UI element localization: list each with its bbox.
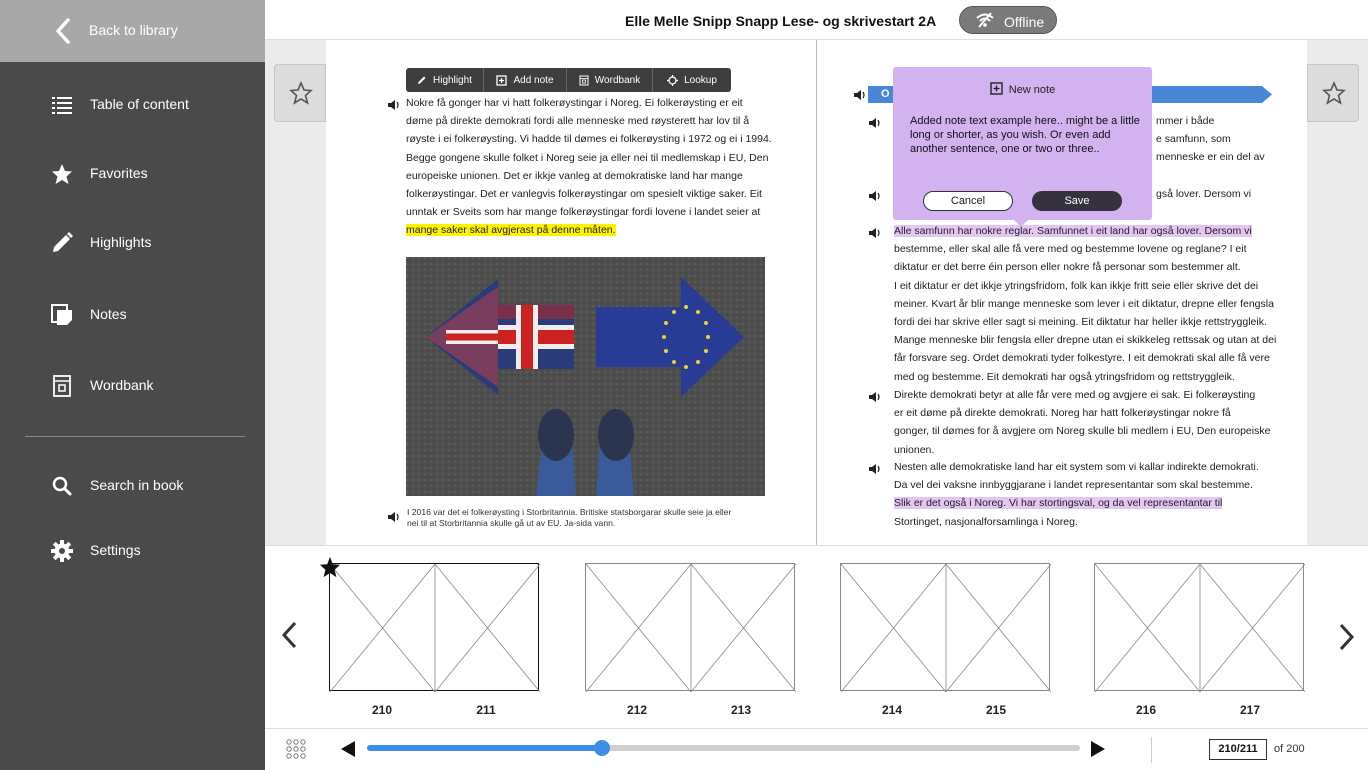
pencil-icon bbox=[417, 75, 427, 85]
text-line: Da vel dei vaksne innbyggjarane i landet representantar som skal bestemme. bbox=[894, 479, 1253, 492]
search-icon bbox=[50, 474, 74, 498]
text-line: I eit diktatur er det ikkje ytringsfridom, folk kan ikkje fritt seie eller skrive det dei bbox=[894, 279, 1259, 292]
book-title: Elle Melle Snipp Snapp Lese- og skrivestart 2A bbox=[625, 13, 937, 29]
back-to-library-button[interactable] bbox=[0, 0, 265, 62]
caption-line: I 2016 var det ei folkerøysting i Storbritannia. Britiske statsborgarar skulle seie ja eller bbox=[407, 507, 732, 517]
favorite-left-page-button[interactable] bbox=[274, 64, 326, 122]
speaker-icon[interactable] bbox=[868, 391, 882, 403]
chevron-right-icon[interactable] bbox=[1336, 622, 1356, 652]
caption-line: nei til at Storbritannia skulle gå ut av EU. Ja-sida vann. bbox=[407, 518, 616, 528]
photo-caption bbox=[407, 507, 767, 529]
star-outline-icon bbox=[289, 81, 313, 105]
page-total bbox=[1274, 743, 1305, 755]
sidebar-divider bbox=[25, 436, 245, 437]
sidebar-item-label: Favorites bbox=[90, 165, 148, 181]
speaker-icon[interactable] bbox=[853, 89, 867, 101]
add-note-button[interactable] bbox=[484, 68, 567, 92]
total-pages: 200 bbox=[1286, 743, 1305, 755]
sidebar-item-search[interactable] bbox=[0, 466, 265, 506]
gear-icon bbox=[50, 539, 74, 563]
back-label: Back to library bbox=[89, 22, 178, 38]
text-line: e samfunn, som bbox=[1156, 133, 1231, 146]
list-icon bbox=[50, 93, 74, 117]
text-line: diktatur er det berre éin person eller nokre få personar som bestemmer alt. bbox=[894, 261, 1241, 274]
left-paragraph bbox=[406, 94, 806, 240]
text-line: meiner. Kvart år blir mange menneske som lever i eit diktatur, drepne eller fengsla bbox=[894, 297, 1274, 310]
popup-pointer bbox=[1013, 219, 1029, 227]
top-header bbox=[265, 0, 1368, 40]
sidebar-item-label: Wordbank bbox=[90, 377, 154, 393]
text-line: døme på direkte demokrati fordi alle menneske med røysterett har lov til å bbox=[406, 115, 750, 128]
book-spine bbox=[816, 40, 817, 545]
speaker-icon[interactable] bbox=[387, 99, 401, 111]
thumbnail-spread[interactable] bbox=[840, 563, 1050, 691]
thumbnail-placeholder bbox=[586, 564, 796, 692]
sidebar-item-notes[interactable] bbox=[0, 295, 265, 335]
wordbank-icon bbox=[579, 75, 589, 86]
sidebar-item-favorites[interactable] bbox=[0, 154, 265, 194]
text-line: Begge gongene skulle folket i Noreg seie ja eller nei til medlemskap i EU, Den bbox=[406, 151, 769, 164]
right-paragraph-1 bbox=[1156, 112, 1296, 167]
thumbnail-placeholder bbox=[330, 564, 540, 692]
page-number: 211 bbox=[476, 703, 496, 717]
page-number: 217 bbox=[1239, 703, 1261, 717]
wordbank-icon bbox=[50, 374, 74, 398]
save-button[interactable]: Save bbox=[1032, 191, 1122, 211]
page-number-input[interactable]: 210/211 bbox=[1209, 739, 1267, 760]
note-header bbox=[893, 82, 1152, 96]
text-line: får forsvare seg. Ordet demokrati tyder folkestyre. I eit demokrati skal alle få vere bbox=[894, 352, 1270, 365]
text-line: menneske er ein del av bbox=[1156, 151, 1265, 164]
text-line: med og bestemme. Eit demokrati har også ytringsfridom og rettstryggleik. bbox=[894, 370, 1235, 383]
highlighted-text[interactable]: mange saker skal avgjerast på denne måten. bbox=[406, 224, 616, 237]
text-line: fordi dei har skrive eller sagt si meining. Eit diktatur har heller ikkje rettstryggleik. bbox=[894, 316, 1267, 329]
speaker-icon[interactable] bbox=[868, 117, 882, 129]
speaker-icon[interactable] bbox=[868, 190, 882, 202]
page-number: 210 bbox=[371, 703, 393, 717]
right-paragraph-4 bbox=[894, 386, 1294, 459]
lookup-label: Lookup bbox=[684, 74, 717, 86]
bottom-divider bbox=[1151, 737, 1152, 763]
text-line: Nokre få gonger har vi hatt folkerøystingar i Noreg. Ei folkerøysting er eit bbox=[406, 97, 743, 109]
note-title: New note bbox=[1008, 84, 1056, 96]
cancel-button[interactable]: Cancel bbox=[923, 191, 1013, 211]
page-number: 213 bbox=[730, 703, 752, 717]
lookup-button[interactable] bbox=[653, 68, 731, 92]
speaker-icon[interactable] bbox=[868, 227, 882, 239]
offline-toggle-button[interactable] bbox=[959, 6, 1057, 34]
text-line: bestemme, eller skal alle få vere med og bestemme lovene og reglane? I eit bbox=[894, 243, 1247, 256]
speaker-icon[interactable] bbox=[387, 511, 401, 523]
previous-page-icon[interactable] bbox=[340, 740, 356, 758]
add-note-icon bbox=[496, 75, 507, 86]
pencil-icon bbox=[50, 231, 74, 255]
text-line: mmer i både bbox=[1156, 115, 1215, 127]
star-outline-icon bbox=[1322, 81, 1346, 105]
text-line: folkerøystingar. Det er vanlegvis folkerøystingar om spesielt viktige saker. Eit bbox=[406, 188, 762, 201]
right-paragraph-3 bbox=[894, 222, 1294, 386]
sidebar-item-label: Highlights bbox=[90, 234, 152, 250]
highlighted-text[interactable]: Slik er det også i Noreg. Vi har stortingsval, og da vel representantar til bbox=[894, 497, 1223, 510]
highlight-button[interactable] bbox=[406, 68, 484, 92]
lookup-icon bbox=[667, 75, 678, 86]
text-line: europeiske unionen. Det er ikkje vanleg at demokratiske land har mange bbox=[406, 169, 743, 182]
section-heading: O bbox=[881, 88, 890, 100]
selection-toolbar bbox=[406, 68, 731, 92]
sidebar-item-label: Table of content bbox=[90, 96, 189, 112]
page-slider[interactable] bbox=[367, 745, 1080, 751]
text-line: unionen. bbox=[894, 443, 935, 456]
thumbnail-spread[interactable] bbox=[1094, 563, 1304, 691]
page-number: 216 bbox=[1135, 703, 1157, 717]
sidebar-item-table-of-content[interactable] bbox=[0, 85, 265, 125]
add-note-label: Add note bbox=[513, 74, 554, 86]
star-icon bbox=[50, 162, 74, 186]
highlighted-text[interactable]: Alle samfunn har nokre reglar. Samfunnet i eit land har også lover. Dersom vi bbox=[894, 225, 1252, 237]
note-text-area[interactable]: Added note text example here.. might be a little long or shorter, as you wish. Or even add another sentence, one or two or three.. bbox=[910, 115, 1140, 155]
text-line: gonger, til dømes for å avgjere om Noreg skulle bli medlem i EU, Den europeiske bbox=[894, 425, 1271, 438]
text-line: røyste i ei folkerøysting. Vi hadde til dømes ei folkerøysting i 1972 og ei i 1994. bbox=[406, 133, 772, 146]
thumbnail-placeholder bbox=[1095, 564, 1305, 692]
text-line: Direkte demokrati betyr at alle får vere med og avgjere ei sak. Ei folkerøysting bbox=[894, 389, 1256, 401]
text-line: Stortinget, nasjonalforsamlinga i Noreg. bbox=[894, 515, 1078, 528]
new-note-popup bbox=[893, 67, 1152, 220]
chevron-left-icon[interactable] bbox=[280, 620, 300, 650]
wordbank-label: Wordbank bbox=[594, 74, 641, 86]
thumbnail-spread[interactable] bbox=[329, 563, 539, 691]
sidebar-item-label: Settings bbox=[90, 542, 141, 558]
favorite-right-page-button[interactable] bbox=[1307, 64, 1359, 122]
sidebar-item-wordbank[interactable] bbox=[0, 366, 265, 406]
grid-view-icon[interactable] bbox=[286, 739, 306, 759]
page-number: 214 bbox=[881, 703, 903, 717]
text-line: unntak er Sveits som har mange folkerøystingar fordi lovene i landet seier at bbox=[406, 206, 761, 219]
text-line: gså lover. Dersom vi bbox=[1156, 188, 1252, 200]
right-paragraph-5 bbox=[894, 458, 1294, 531]
chevron-left-icon bbox=[52, 17, 74, 45]
offline-label: Offline bbox=[1004, 14, 1045, 30]
highlight-label: Highlight bbox=[433, 74, 472, 86]
right-paragraph-2 bbox=[1156, 185, 1296, 203]
sidebar-item-label: Search in book bbox=[90, 477, 184, 493]
sidebar-item-settings[interactable] bbox=[0, 531, 265, 571]
wordbank-button[interactable] bbox=[567, 68, 653, 92]
add-note-icon bbox=[990, 82, 1003, 95]
photo-illustration bbox=[406, 257, 765, 496]
page-number: 215 bbox=[985, 703, 1007, 717]
thumbnail-spread[interactable] bbox=[585, 563, 795, 691]
sidebar-item-highlights[interactable] bbox=[0, 223, 265, 263]
notes-icon bbox=[50, 303, 74, 327]
next-page-icon[interactable] bbox=[1090, 740, 1106, 758]
wifi-off-icon bbox=[976, 12, 994, 28]
speaker-icon[interactable] bbox=[868, 463, 882, 475]
thumbnail-placeholder bbox=[841, 564, 1051, 692]
text-line: er eit døme på direkte demokrati. Noreg har hatt folkerøystingar nokre få bbox=[894, 407, 1231, 420]
sidebar bbox=[0, 0, 265, 770]
text-line: Nesten alle demokratiske land har eit system som vi kallar indirekte demokrati. bbox=[894, 461, 1259, 473]
favorite-star-icon bbox=[319, 556, 341, 578]
sidebar-item-label: Notes bbox=[90, 306, 127, 322]
book-photo bbox=[406, 257, 765, 496]
slider-fill bbox=[367, 745, 602, 751]
text-line: Mange menneske blir fengsla eller drepne utan ei skikkeleg rettssak og utan at dei bbox=[894, 334, 1277, 347]
of-label: of bbox=[1274, 743, 1284, 755]
page-number: 212 bbox=[626, 703, 648, 717]
